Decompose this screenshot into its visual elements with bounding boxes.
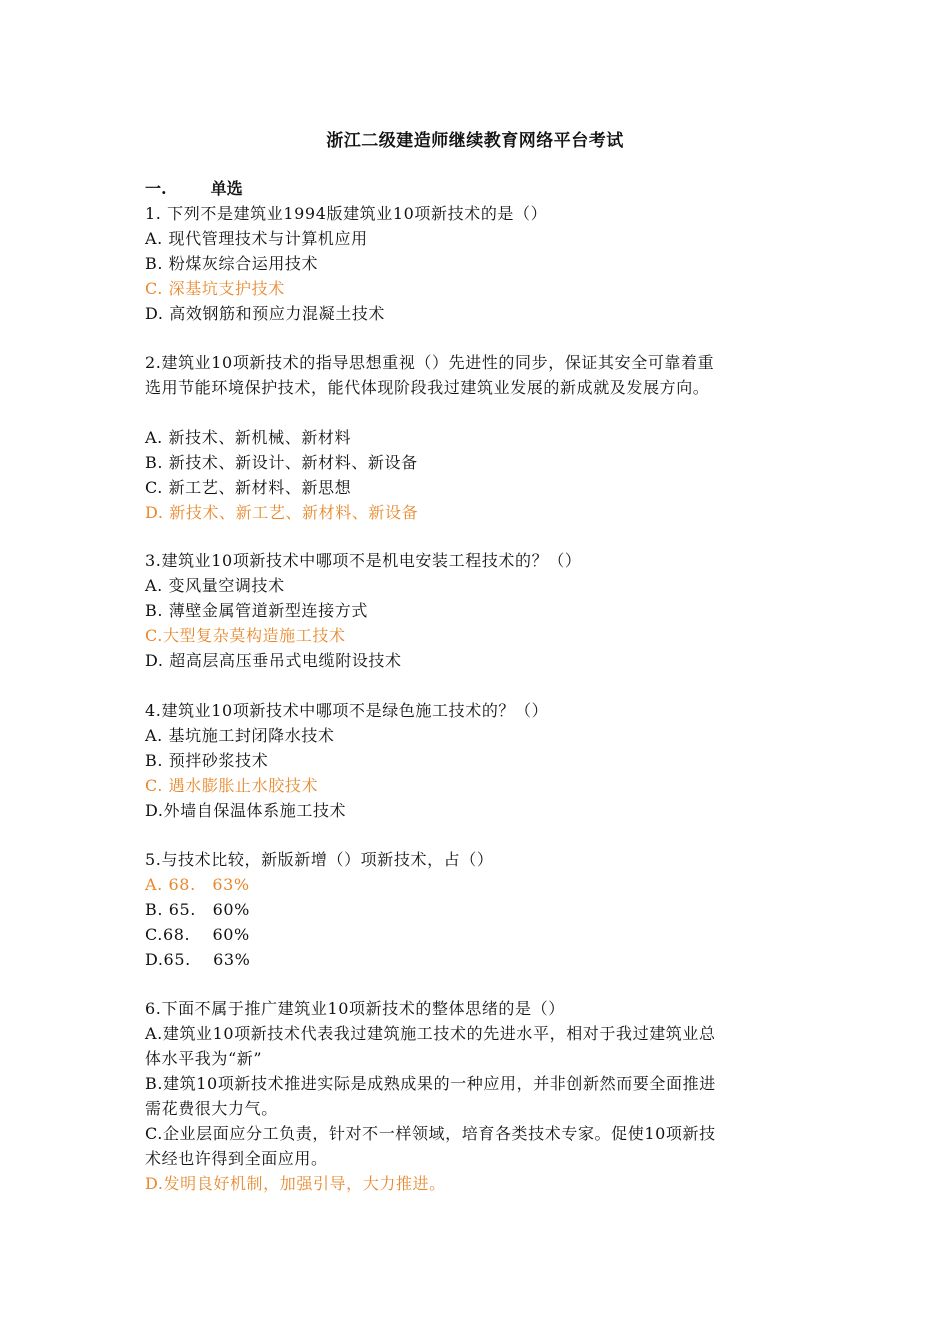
option: A.建筑业10项新技术代表我过建筑施工技术的先进水平，相对于我过建筑业总 <box>145 1024 716 1043</box>
option: C.68. 60% <box>145 925 250 944</box>
question-2-stem: 选用节能环境保护技术，能代体现阶段我过建筑业发展的新成就及发展方向。 <box>145 378 710 397</box>
option: B. 预拌砂浆技术 <box>145 751 269 770</box>
section-label: 单选 <box>210 179 243 198</box>
option: A. 变风量空调技术 <box>145 576 285 595</box>
option: 术经也许得到全面应用。 <box>145 1149 328 1168</box>
answer-option: A. 68. 63% <box>145 875 250 894</box>
section-heading <box>145 176 243 199</box>
option: A. 基坑施工封闭降水技术 <box>145 726 335 745</box>
question-2-stem: 2.建筑业10项新技术的指导思想重视（）先进性的同步，保证其安全可靠着重 <box>145 353 715 372</box>
option: 体水平我为“新” <box>145 1049 263 1068</box>
option: D. 高效钢筋和预应力混凝土技术 <box>145 304 386 323</box>
option: A. 现代管理技术与计算机应用 <box>145 229 368 248</box>
option: B. 薄壁金属管道新型连接方式 <box>145 601 368 620</box>
question-1-stem: 1. 下列不是建筑业1994版建筑业10项新技术的是（） <box>145 204 548 223</box>
question-3-stem: 3.建筑业10项新技术中哪项不是机电安装工程技术的？（） <box>145 551 582 570</box>
option: D.65. 63% <box>145 950 251 969</box>
option: A. 新技术、新机械、新材料 <box>145 428 352 447</box>
option: 需花费很大力气。 <box>145 1099 278 1118</box>
question-5-stem: 5.与技术比较，新版新增（）项新技术，占（） <box>145 850 494 869</box>
option: B.建筑10项新技术推进实际是成熟成果的一种应用，并非创新然而要全面推进 <box>145 1074 716 1093</box>
option: B. 粉煤灰综合运用技术 <box>145 254 319 273</box>
question-6-stem: 6.下面不属于推广建筑业10项新技术的整体思绪的是（） <box>145 999 565 1018</box>
option: D.外墙自保温体系施工技术 <box>145 801 347 820</box>
option: B. 新技术、新设计、新材料、新设备 <box>145 453 418 472</box>
section-number: 一. <box>145 179 167 198</box>
option: B. 65. 60% <box>145 900 250 919</box>
option: C.企业层面应分工负责，针对不一样领域，培育各类技术专家。促使10项新技 <box>145 1124 716 1143</box>
answer-option: C. 深基坑支护技术 <box>145 279 285 298</box>
question-4-stem: 4.建筑业10项新技术中哪项不是绿色施工技术的？（） <box>145 701 549 720</box>
answer-option: C. 遇水膨胀止水胶技术 <box>145 776 319 795</box>
option: D. 超高层高压垂吊式电缆附设技术 <box>145 651 402 670</box>
answer-option: D.发明良好机制，加强引导，大力推进。 <box>145 1174 446 1193</box>
option: C. 新工艺、新材料、新思想 <box>145 478 352 497</box>
answer-option: C.大型复杂莫构造施工技术 <box>145 626 346 645</box>
page-title: 浙江二级建造师继续教育网络平台考试 <box>326 131 624 151</box>
answer-option: D. 新技术、新工艺、新材料、新设备 <box>145 503 419 522</box>
